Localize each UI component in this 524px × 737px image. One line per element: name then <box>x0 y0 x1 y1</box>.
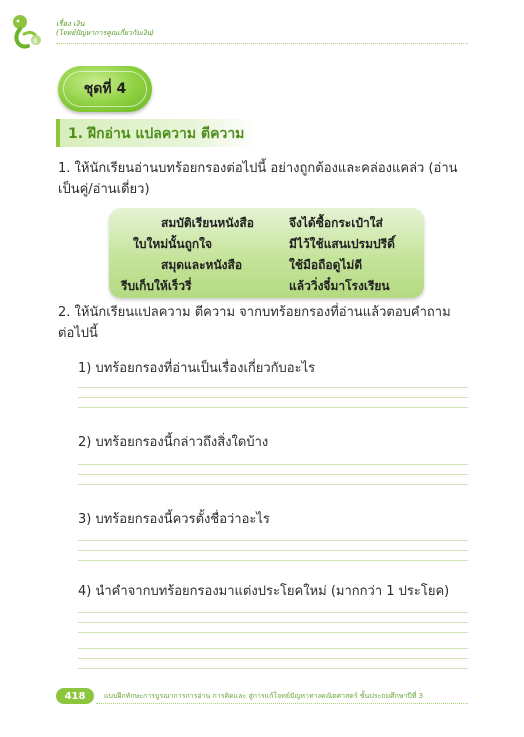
answer-line[interactable] <box>78 648 468 649</box>
question-2: 2. ให้นักเรียนแปลความ ตีความ จากบทร้อยกรองที่อ่านแล้วตอบคำถาม ต่อไปนี้ <box>58 305 451 341</box>
sub-question-2: 2) บทร้อยกรองนี้กล่าวถึงสิ่งใดบ้าง <box>78 435 269 450</box>
footer-text: แบบฝึกทักษะการบูรณาการการอ่าน การคิดและ สู่การแก้โจทย์ปัญหาทางคณิตศาสตร์ ชั้นประถมศึกษาปีที่ 3 <box>104 692 424 700</box>
answer-line[interactable] <box>78 632 468 633</box>
poem-box <box>109 208 424 298</box>
answer-line[interactable] <box>78 484 468 485</box>
answer-line[interactable] <box>78 612 468 613</box>
header-divider <box>56 43 468 44</box>
page-header <box>0 0 524 52</box>
page-footer <box>0 686 524 706</box>
answer-line[interactable] <box>78 387 468 388</box>
answer-line[interactable] <box>78 474 468 475</box>
poem-line: รีบเก็บให้เร็วรี่ <box>121 279 192 293</box>
answer-line[interactable] <box>78 540 468 541</box>
poem-line: ใบใหม่นั้นถูกใจ <box>133 237 212 251</box>
answer-line[interactable] <box>78 668 468 669</box>
header-title: เรื่อง เงิน <box>56 19 85 28</box>
answer-line[interactable] <box>78 407 468 408</box>
page-number: 418 <box>56 688 94 704</box>
poem-line: ใช้มือถือดูไม่ดี <box>289 258 363 272</box>
svg-text:฿: ฿ <box>33 37 38 45</box>
poem-line: มีไว้ใช้แสนเปรมปรีดิ์ <box>289 237 395 251</box>
sub-question-4: 4) นำคำจากบทร้อยกรองมาแต่งประโยคใหม่ (มากกว่า 1 ประโยค) <box>78 584 450 599</box>
answer-line[interactable] <box>78 622 468 623</box>
sub-question-1: 1) บทร้อยกรองที่อ่านเป็นเรื่องเกี่ยวกับอะไร <box>78 361 316 376</box>
header-subtitle: (โจทย์ปัญหาการคูณเกี่ยวกับเงิน) <box>56 29 155 37</box>
answer-line[interactable] <box>78 658 468 659</box>
set-label: ชุดที่ 4 <box>63 71 147 107</box>
question-1: 1. ให้นักเรียนอ่านบทร้อยกรองต่อไปนี้ อย่างถูกต้องและคล่องแคล่ว (อ่านเป็นคู่/อ่านเดี่ยว) <box>58 161 458 197</box>
poem-line: สมุดและหนังสือ <box>161 258 243 272</box>
poem-line: แล้ววิ่งจี๋มาโรงเรียน <box>289 279 390 293</box>
poem-line: จึงได้ซื้อกระเป๋าใส่ <box>289 216 383 230</box>
section-heading <box>56 119 256 147</box>
answer-line[interactable] <box>78 560 468 561</box>
sub-question-3: 3) บทร้อยกรองนี้ควรตั้งชื่อว่าอะไร <box>78 512 270 527</box>
poem-line: สมบัติเรียนหนังสือ <box>161 216 254 230</box>
section-accent <box>56 119 60 147</box>
footer-divider <box>96 703 468 704</box>
section-title: 1. ฝึกอ่าน แปลความ ตีความ <box>68 126 245 142</box>
answer-line[interactable] <box>78 397 468 398</box>
set-badge <box>58 66 152 112</box>
answer-line[interactable] <box>78 464 468 465</box>
mascot-logo-icon <box>6 10 50 52</box>
answer-line[interactable] <box>78 550 468 551</box>
